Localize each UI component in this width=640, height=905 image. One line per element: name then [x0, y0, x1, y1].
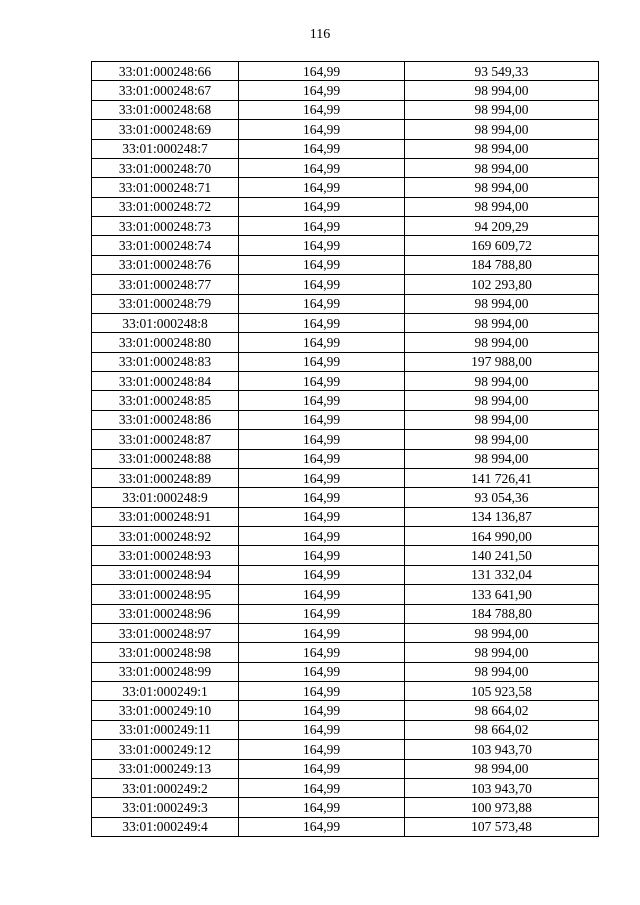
value-cell: 98 994,00	[405, 100, 599, 119]
area-cell: 164,99	[239, 623, 405, 642]
value-cell: 98 994,00	[405, 158, 599, 177]
area-cell: 164,99	[239, 778, 405, 797]
area-cell: 164,99	[239, 62, 405, 81]
area-cell: 164,99	[239, 372, 405, 391]
table-row	[92, 294, 599, 313]
cadastral-number-cell: 33:01:000248:66	[92, 62, 239, 81]
value-cell: 107 573,48	[405, 817, 599, 836]
value-cell: 98 994,00	[405, 391, 599, 410]
data-table	[91, 61, 599, 837]
table-row	[92, 468, 599, 487]
area-cell: 164,99	[239, 275, 405, 294]
value-cell: 98 994,00	[405, 372, 599, 391]
table-row	[92, 449, 599, 468]
value-cell: 140 241,50	[405, 546, 599, 565]
area-cell: 164,99	[239, 430, 405, 449]
table-row	[92, 507, 599, 526]
value-cell: 98 994,00	[405, 197, 599, 216]
cadastral-number-cell: 33:01:000249:13	[92, 759, 239, 778]
table-row	[92, 740, 599, 759]
cadastral-number-cell: 33:01:000248:89	[92, 468, 239, 487]
area-cell: 164,99	[239, 81, 405, 100]
area-cell: 164,99	[239, 759, 405, 778]
area-cell: 164,99	[239, 449, 405, 468]
table-row	[92, 585, 599, 604]
table-row	[92, 410, 599, 429]
cadastral-number-cell: 33:01:000248:73	[92, 217, 239, 236]
cadastral-number-cell: 33:01:000248:80	[92, 333, 239, 352]
area-cell: 164,99	[239, 527, 405, 546]
value-cell: 197 988,00	[405, 352, 599, 371]
area-cell: 164,99	[239, 701, 405, 720]
cadastral-number-cell: 33:01:000248:77	[92, 275, 239, 294]
cadastral-number-cell: 33:01:000248:92	[92, 527, 239, 546]
area-cell: 164,99	[239, 546, 405, 565]
cadastral-number-cell: 33:01:000248:94	[92, 565, 239, 584]
area-cell: 164,99	[239, 720, 405, 739]
table-row	[92, 643, 599, 662]
cadastral-number-cell: 33:01:000248:99	[92, 662, 239, 681]
table-row	[92, 546, 599, 565]
value-cell: 98 994,00	[405, 623, 599, 642]
area-cell: 164,99	[239, 507, 405, 526]
value-cell: 98 994,00	[405, 662, 599, 681]
table-row	[92, 372, 599, 391]
cadastral-number-cell: 33:01:000248:83	[92, 352, 239, 371]
value-cell: 98 994,00	[405, 333, 599, 352]
value-cell: 100 973,88	[405, 798, 599, 817]
value-cell: 94 209,29	[405, 217, 599, 236]
cadastral-number-cell: 33:01:000248:67	[92, 81, 239, 100]
table-row	[92, 197, 599, 216]
value-cell: 133 641,90	[405, 585, 599, 604]
cadastral-number-cell: 33:01:000248:72	[92, 197, 239, 216]
cadastral-number-cell: 33:01:000249:4	[92, 817, 239, 836]
table-row	[92, 62, 599, 81]
cadastral-number-cell: 33:01:000248:70	[92, 158, 239, 177]
cadastral-number-cell: 33:01:000249:12	[92, 740, 239, 759]
cadastral-number-cell: 33:01:000248:79	[92, 294, 239, 313]
table-row	[92, 255, 599, 274]
value-cell: 184 788,80	[405, 255, 599, 274]
table-row	[92, 81, 599, 100]
table-row	[92, 333, 599, 352]
table-row	[92, 604, 599, 623]
value-cell: 169 609,72	[405, 236, 599, 255]
area-cell: 164,99	[239, 682, 405, 701]
area-cell: 164,99	[239, 139, 405, 158]
cadastral-number-cell: 33:01:000248:9	[92, 488, 239, 507]
value-cell: 98 994,00	[405, 430, 599, 449]
value-cell: 98 994,00	[405, 139, 599, 158]
area-cell: 164,99	[239, 643, 405, 662]
area-cell: 164,99	[239, 313, 405, 332]
area-cell: 164,99	[239, 178, 405, 197]
cadastral-number-cell: 33:01:000249:3	[92, 798, 239, 817]
area-cell: 164,99	[239, 100, 405, 119]
page-number: 116	[309, 27, 331, 42]
table-row	[92, 778, 599, 797]
value-cell: 93 549,33	[405, 62, 599, 81]
cadastral-number-cell: 33:01:000248:95	[92, 585, 239, 604]
cadastral-number-cell: 33:01:000248:88	[92, 449, 239, 468]
table-row	[92, 313, 599, 332]
area-cell: 164,99	[239, 255, 405, 274]
table-row	[92, 662, 599, 681]
table-body	[92, 62, 599, 837]
table-row	[92, 217, 599, 236]
cadastral-number-cell: 33:01:000249:11	[92, 720, 239, 739]
cadastral-number-cell: 33:01:000248:85	[92, 391, 239, 410]
table-row	[92, 352, 599, 371]
area-cell: 164,99	[239, 662, 405, 681]
area-cell: 164,99	[239, 120, 405, 139]
cadastral-number-cell: 33:01:000248:71	[92, 178, 239, 197]
table-row	[92, 817, 599, 836]
value-cell: 98 994,00	[405, 759, 599, 778]
cadastral-number-cell: 33:01:000248:98	[92, 643, 239, 662]
table-row	[92, 682, 599, 701]
cadastral-number-cell: 33:01:000249:1	[92, 682, 239, 701]
table-row	[92, 275, 599, 294]
area-cell: 164,99	[239, 798, 405, 817]
value-cell: 93 054,36	[405, 488, 599, 507]
area-cell: 164,99	[239, 352, 405, 371]
area-cell: 164,99	[239, 740, 405, 759]
value-cell: 141 726,41	[405, 468, 599, 487]
cadastral-number-cell: 33:01:000248:7	[92, 139, 239, 158]
cadastral-number-cell: 33:01:000248:96	[92, 604, 239, 623]
cadastral-number-cell: 33:01:000248:68	[92, 100, 239, 119]
table-row	[92, 759, 599, 778]
value-cell: 105 923,58	[405, 682, 599, 701]
value-cell: 131 332,04	[405, 565, 599, 584]
value-cell: 98 994,00	[405, 81, 599, 100]
cadastral-number-cell: 33:01:000248:97	[92, 623, 239, 642]
table-row	[92, 527, 599, 546]
table-row	[92, 701, 599, 720]
table-row	[92, 565, 599, 584]
table-row	[92, 488, 599, 507]
table-row	[92, 391, 599, 410]
table-row	[92, 798, 599, 817]
value-cell: 98 664,02	[405, 720, 599, 739]
cadastral-number-cell: 33:01:000249:2	[92, 778, 239, 797]
value-cell: 98 994,00	[405, 449, 599, 468]
cadastral-number-cell: 33:01:000249:10	[92, 701, 239, 720]
area-cell: 164,99	[239, 294, 405, 313]
area-cell: 164,99	[239, 391, 405, 410]
table-row	[92, 236, 599, 255]
area-cell: 164,99	[239, 410, 405, 429]
table-row	[92, 430, 599, 449]
table-row	[92, 139, 599, 158]
area-cell: 164,99	[239, 468, 405, 487]
table-row	[92, 178, 599, 197]
cadastral-number-cell: 33:01:000248:69	[92, 120, 239, 139]
cadastral-number-cell: 33:01:000248:91	[92, 507, 239, 526]
cadastral-number-cell: 33:01:000248:93	[92, 546, 239, 565]
value-cell: 98 994,00	[405, 410, 599, 429]
area-cell: 164,99	[239, 158, 405, 177]
table-row	[92, 720, 599, 739]
cadastral-number-cell: 33:01:000248:76	[92, 255, 239, 274]
value-cell: 98 994,00	[405, 178, 599, 197]
value-cell: 98 994,00	[405, 643, 599, 662]
cadastral-number-cell: 33:01:000248:84	[92, 372, 239, 391]
table-row	[92, 158, 599, 177]
cadastral-number-cell: 33:01:000248:8	[92, 313, 239, 332]
table-row	[92, 120, 599, 139]
value-cell: 98 994,00	[405, 294, 599, 313]
value-cell: 98 664,02	[405, 701, 599, 720]
value-cell: 98 994,00	[405, 120, 599, 139]
area-cell: 164,99	[239, 333, 405, 352]
table-row	[92, 100, 599, 119]
value-cell: 98 994,00	[405, 313, 599, 332]
area-cell: 164,99	[239, 236, 405, 255]
area-cell: 164,99	[239, 488, 405, 507]
cadastral-number-cell: 33:01:000248:86	[92, 410, 239, 429]
value-cell: 103 943,70	[405, 778, 599, 797]
area-cell: 164,99	[239, 565, 405, 584]
value-cell: 103 943,70	[405, 740, 599, 759]
area-cell: 164,99	[239, 604, 405, 623]
area-cell: 164,99	[239, 197, 405, 216]
cadastral-number-cell: 33:01:000248:87	[92, 430, 239, 449]
area-cell: 164,99	[239, 585, 405, 604]
cadastral-number-cell: 33:01:000248:74	[92, 236, 239, 255]
value-cell: 164 990,00	[405, 527, 599, 546]
value-cell: 134 136,87	[405, 507, 599, 526]
area-cell: 164,99	[239, 217, 405, 236]
table-row	[92, 623, 599, 642]
area-cell: 164,99	[239, 817, 405, 836]
value-cell: 184 788,80	[405, 604, 599, 623]
value-cell: 102 293,80	[405, 275, 599, 294]
